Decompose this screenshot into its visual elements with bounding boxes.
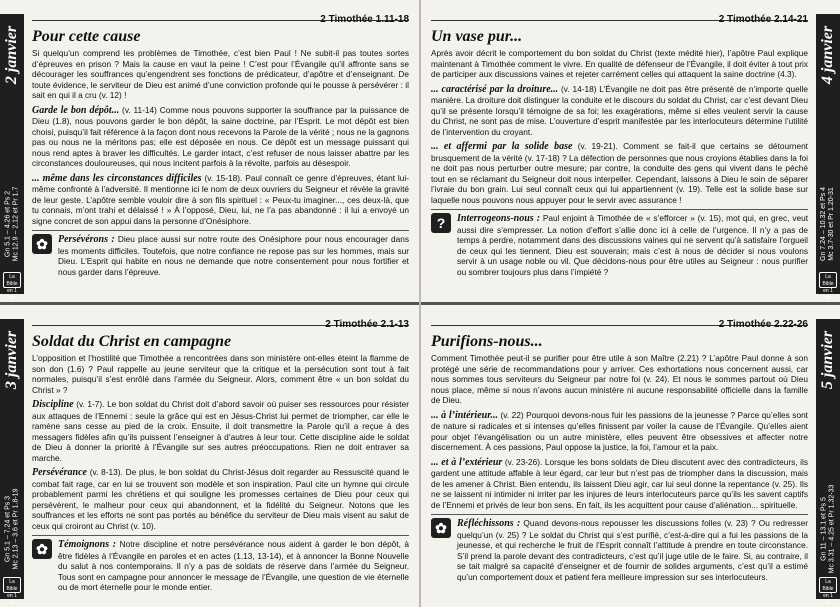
paragraph: (v. 8-13). De plus, le bon soldat du Christ-Jésus doit regarder au Ressuscité quand le combat fait rage, car en lui se trouvent son modèle et son inspiration. Paul cite un hymne qui circule probablement parmi les chrétiens et qui souligne les promesses certaines de Dieu pour ceux qui persévèrent, le malheur pour ceux qui abandonnent, et la fidélité du Seigneur. Notons que les souffrances et les efforts ne sont pas portés au bénéfice du serviteur de Dieu mais visent au salut de ceux qui croiront au Christ (v. 10). — [32, 467, 409, 531]
paragraph: (v. 19-21). Comment se fait-il que certains se détournent brusquement de la vérité (v. 17-18) ? La défection de personnes que nous croyions établies dans la foi ne doit pas nous perturber outre mesure; par contre, la conduite des gens qui vivent dans le péché tout en se réclamant du Seigneur doit nous interpeller. Cependant, laissons à Dieu le soin de séparer l’ivraie du bon grain. Lui seul connaît ceux qui lui appartiennent (v. 19). Telle est la solide base sur laquelle nous pouvons nous appuyer pour le servir avec assurance ! — [431, 141, 808, 205]
subheading: Discipline — [32, 399, 74, 410]
subheading: ... même dans les circonstances difficiles — [32, 172, 202, 184]
application-box — [32, 535, 409, 593]
paragraph: (v. 11-14) Comme nous pouvons supporter la souffrance par la puissance de Dieu (1.8), nous pouvons garder le bon dépôt, la saine doctrine, par l’Esprit. Le mot dépôt est bien choisi, puisqu’il fait référence à la façon dont nous recevons la Parole de la vérité ; nous ne la gagnons pas ou nous ne la méritons pas; elle est déposée en nous. Ce dépôt est un message puissant qui nous rend aptes à braver les difficultés. Le garder intact, c’est refuser de nous laisser abattre par les circonstances douloureuses, qui nous incitent parfois à la révolte, parfois au désespoir. — [32, 104, 409, 168]
devotion-title: Pour cette cause — [32, 28, 141, 45]
scripture-reference: 2 Timothée 2.1-13 — [325, 319, 409, 330]
application-box — [431, 514, 808, 582]
paragraph: (v. 14-18) L’Évangile ne doit pas être présenté de n’importe quelle manière. La droiture doit distinguer la conduite et le discours du soldat du Christ, car c’est devant Dieu qu’il se présente lorsqu’il témoigne de sa foi; les exagérations, même si elles veulent servir la cause du Christ, ne sont pas de mise. L’ouverture d’esprit manifestée par les interlocuteurs détermine l’utilité de l’intervention du croyant. — [431, 83, 808, 137]
scripture-reference: 2 Timothée 2.22-26 — [718, 319, 808, 330]
right-page — [421, 0, 840, 607]
bible-in-one-year-badge: La Bible en 1 an — [819, 272, 837, 288]
subheading: ... caractérisé par la droiture... — [431, 83, 559, 95]
box-heading: Persévérons : — [58, 234, 115, 245]
date-label: 5 janvier — [819, 330, 836, 390]
devotion-jan-2 — [0, 0, 419, 302]
devotion-content — [32, 305, 409, 597]
box-text: Paul enjoint à Timothée de « s’efforcer » (v. 15), mot qui, en grec, veut aussi dire s’empresser. La notion d’effort s’allie donc ici à celle de l’urgence. Il n’y a pas de temps à perdre, notamment dans des discussions vaines qui ne servent qu’à satisfaire l’orgueil de ceux qui les tiennent. Dieu est souverain; mais c’est à nous de décider si nous voulons servir à un usage noble ou vil. Que décidons-nous pour être utiles au Seigneur : nous purifier ou sombrer toujours plus dans l’impiété ? — [457, 213, 808, 277]
devotion-title: Soldat du Christ en campagne — [32, 333, 232, 350]
application-box — [32, 230, 409, 277]
application-box — [431, 209, 808, 277]
paragraph: (v. 22) Pourquoi devons-nous fuir les passions de la jeunesse ? Parce qu’elles sont de nature si radicales et si intenses qu’elles finissent par voiler la cause de l’Évangile. Qu’elles aient pour objet l’évangélisation ou un autre ministère, elles peuvent être obsessives et affecter notre discernement. À ces passions, Paul oppose la justice, la foi, l’amour et la paix. — [431, 409, 808, 452]
box-heading: Témoignons : — [58, 539, 117, 550]
subheading: Garde le bon dépôt... — [32, 104, 120, 116]
devotion-content — [431, 0, 808, 281]
left-page — [0, 0, 419, 607]
reading-plan: Gn 5.1 – 7.24 et Ps 3 Mc 2.13 – 3.6 et Pr 1.8-19 — [4, 488, 19, 570]
intro-paragraph: L’opposition et l’hostilité que Timothée a rencontrées dans son ministère ont-elles éteint la flamme de son don (1.6) ? Paul rappelle au jeune serviteur que la critique et la persécution sont tout à fait normales, puisqu’il s’est enrôlé dans l’armée du Seigneur. Alors, comment être « un bon soldat du Christ » ? — [32, 353, 409, 395]
paragraph: (v. 1-7). Le bon soldat du Christ doit d’abord savoir où puiser ses ressources pour résister aux attaques de l’Ennemi : seule la grâce qui est en Jésus-Christ lui permet de triompher, car elle le ramène sans cesse au pied de la croix. Ensuite, il doit transmettre la Parole qu’il a reçue à des messagers fidèles afin qu’ils puissent l’enseigner à d’autres à leur tour. Cette discipline aide le soldat de Dieu à donner la priorité à l’Évangile sur ses autres préoccupations. Rien ne doit entraver sa marche. — [32, 399, 409, 463]
flower-icon: ✿ — [431, 518, 451, 538]
paragraph: (v. 15-18). Paul connaît ce genre d’épreuves, étant lui-même confronté à l’adversité. Il mentionne ici le nom de deux ouvriers du Seigneur et révèle la gravité de leur geste. L’apôtre semble vouloir dire à son fils spirituel : « Peux-tu imaginer..., ces deux-là, que tu connais, m’ont trahi et délaissé ! » À l’opposé, Dieu, lui, ne l’a pas abandonné : il lui a envoyé un signe concret de son appui dans la personne d’Onésiphore. — [32, 172, 409, 226]
box-text: Quand devons-nous repousser les discussions folles (v. 23) ? Ou redresser quelqu’un (v. 25) ? Le soldat du Christ qui s’est purifié, c’est-à-dire qui a fui les passions de la jeunesse, et qui recherche le fruit de l’Esprit connaît l’attitude à prendre en toute circonstance. S’il prend la parole devant des contradicteurs, c’est qu’il juge utile de le faire. Si, au contraire, il se tait malgré sa capacité d’enseigner et de fournir de solides arguments, c’est qu’il a estimé qu’un comportement doux et patient fera meilleure impression sur ses interlocuteurs. — [457, 518, 808, 582]
reading-plan: Gn 7.24 – 10.32 et Ps 4 Mc 3.7-30 et Pr 1.20-31 — [820, 187, 836, 261]
scripture-reference: 2 Timothée 2.14-21 — [718, 14, 808, 25]
subheading: ... à l’intérieur... — [431, 409, 499, 421]
devotion-jan-3 — [0, 305, 419, 607]
date-tab — [0, 319, 24, 606]
box-text: Notre discipline et notre persévérance nous aident à garder le bon dépôt, à être fidèles à l’Évangile en paroles et en actes (1.13, 13-14), et à annoncer la Bonne Nouvelle du salut à nos contemporains. Il n’y a pas de soldats de réserve dans l’armée du Seigneur. Tous sont en campagne pour annoncer le message de l’Évangile, une question de vie éternelle ou de mort éternelle pour le monde entier. — [58, 539, 409, 592]
subheading: Persévérance — [32, 467, 87, 478]
paragraph: (v. 23-26). Lorsque les bons soldats de Dieu discutent avec des contradicteurs, ils gardent une attitude affable à leur égard, car leur but n’est pas de triompher dans la discussion, mais de les amener à Christ. Bien entendu, ils laissent Dieu agir, car lui seul donne la repentance (v. 25). Ils ne se laissent ni intimider ni irriter par les injures de leurs interlocuteurs parce qu’ils les savent captifs de l’Ennemi et privés de leur bon sens. En fait, ils les acquittent pour cause d’aliénation... spirituelle. — [431, 456, 808, 510]
bible-in-one-year-badge: La Bible en 1 an — [819, 577, 837, 593]
intro-paragraph: Si quelqu’un comprend les problèmes de Timothée, c’est bien Paul ! Ne subit-il pas toutes sortes d’épreuves en prison ? Mais la cause en vaut la peine ! C’est pour l’Évangile qu’il affronte sans se décourager les souffrances qu’engendrent ses fonctions de prédicateur, d’apôtre et d’enseignant. De toute évidence, le serviteur de Dieu est animé d’une conviction profonde qui le pousse à persévérer : il sait en qui il a cru (v. 12) ! — [32, 48, 409, 100]
date-label: 2 janvier — [3, 25, 20, 85]
date-tab — [816, 14, 840, 301]
flower-icon: ✿ — [32, 539, 52, 559]
box-heading: Réfléchissons : — [457, 518, 521, 529]
intro-paragraph: Comment Timothée peut-il se purifier pour être utile à son Maître (2.21) ? L’apôtre Paul donne à son protégé une série de recommandations pour y arriver. Ces exhortations nous concernent aussi, car nous sommes tous serviteurs du Seigneur par notre foi (v. 24). Et nous le sommes partout où Dieu nous place, même si nous n’avons aucun ministère ni aucune responsabilité officielle dans la famille de Dieu. — [431, 353, 808, 405]
bible-in-one-year-badge: La Bible en 1 an — [3, 272, 21, 288]
devotion-jan-4 — [421, 0, 840, 302]
reading-plan: Gn 11 – 13.1 et Ps 5 Mc 3.31 – 4.25 et Pr 1.32-33 — [820, 484, 836, 574]
devotion-content — [32, 0, 409, 281]
devotion-content — [431, 305, 808, 586]
devotion-title: Purifions-nous... — [431, 333, 543, 350]
subheading: ... et à l’extérieur — [431, 456, 503, 468]
box-heading: Interrogeons-nous : — [457, 213, 541, 224]
intro-paragraph: Après avoir décrit le comportement du bon soldat du Christ (texte médité hier), l’apôtre Paul explique maintenant à Timothée comment le vivre. En qualité de défenseur de l’Évangile, il doit éviter à tout prix de participer aux discussions vaines et rejeter carrément celles qui attaquent la saine doctrine (4.3). — [431, 48, 808, 79]
reading-plan: Gn 5.1 – 4.26 et Ps 2 Mc 12.9 – 2.12 et Pr 1.7 — [4, 186, 19, 262]
bible-in-one-year-badge: La Bible en 1 an — [3, 577, 21, 593]
date-tab — [0, 14, 24, 301]
question-icon: ? — [431, 213, 451, 233]
date-label: 3 janvier — [3, 330, 20, 390]
date-label: 4 janvier — [819, 25, 836, 85]
flower-icon: ✿ — [32, 234, 52, 254]
subheading: ... et affermi par la solide base — [431, 141, 573, 152]
date-tab — [816, 319, 840, 606]
devotion-title: Un vase pur... — [431, 28, 523, 45]
box-text: Dieu place aussi sur notre route des Onésiphore pour nous encourager dans les moments difficiles. Toutefois, que notre confiance ne repose pas sur les hommes, mais sur Dieu. L’Esprit qui habite en nous ne demande que notre consentement pour nous fortifier et nous garder dans l’épreuve. — [58, 234, 409, 277]
scripture-reference: 2 Timothée 1.11-18 — [320, 14, 409, 25]
devotion-jan-5 — [421, 305, 840, 607]
